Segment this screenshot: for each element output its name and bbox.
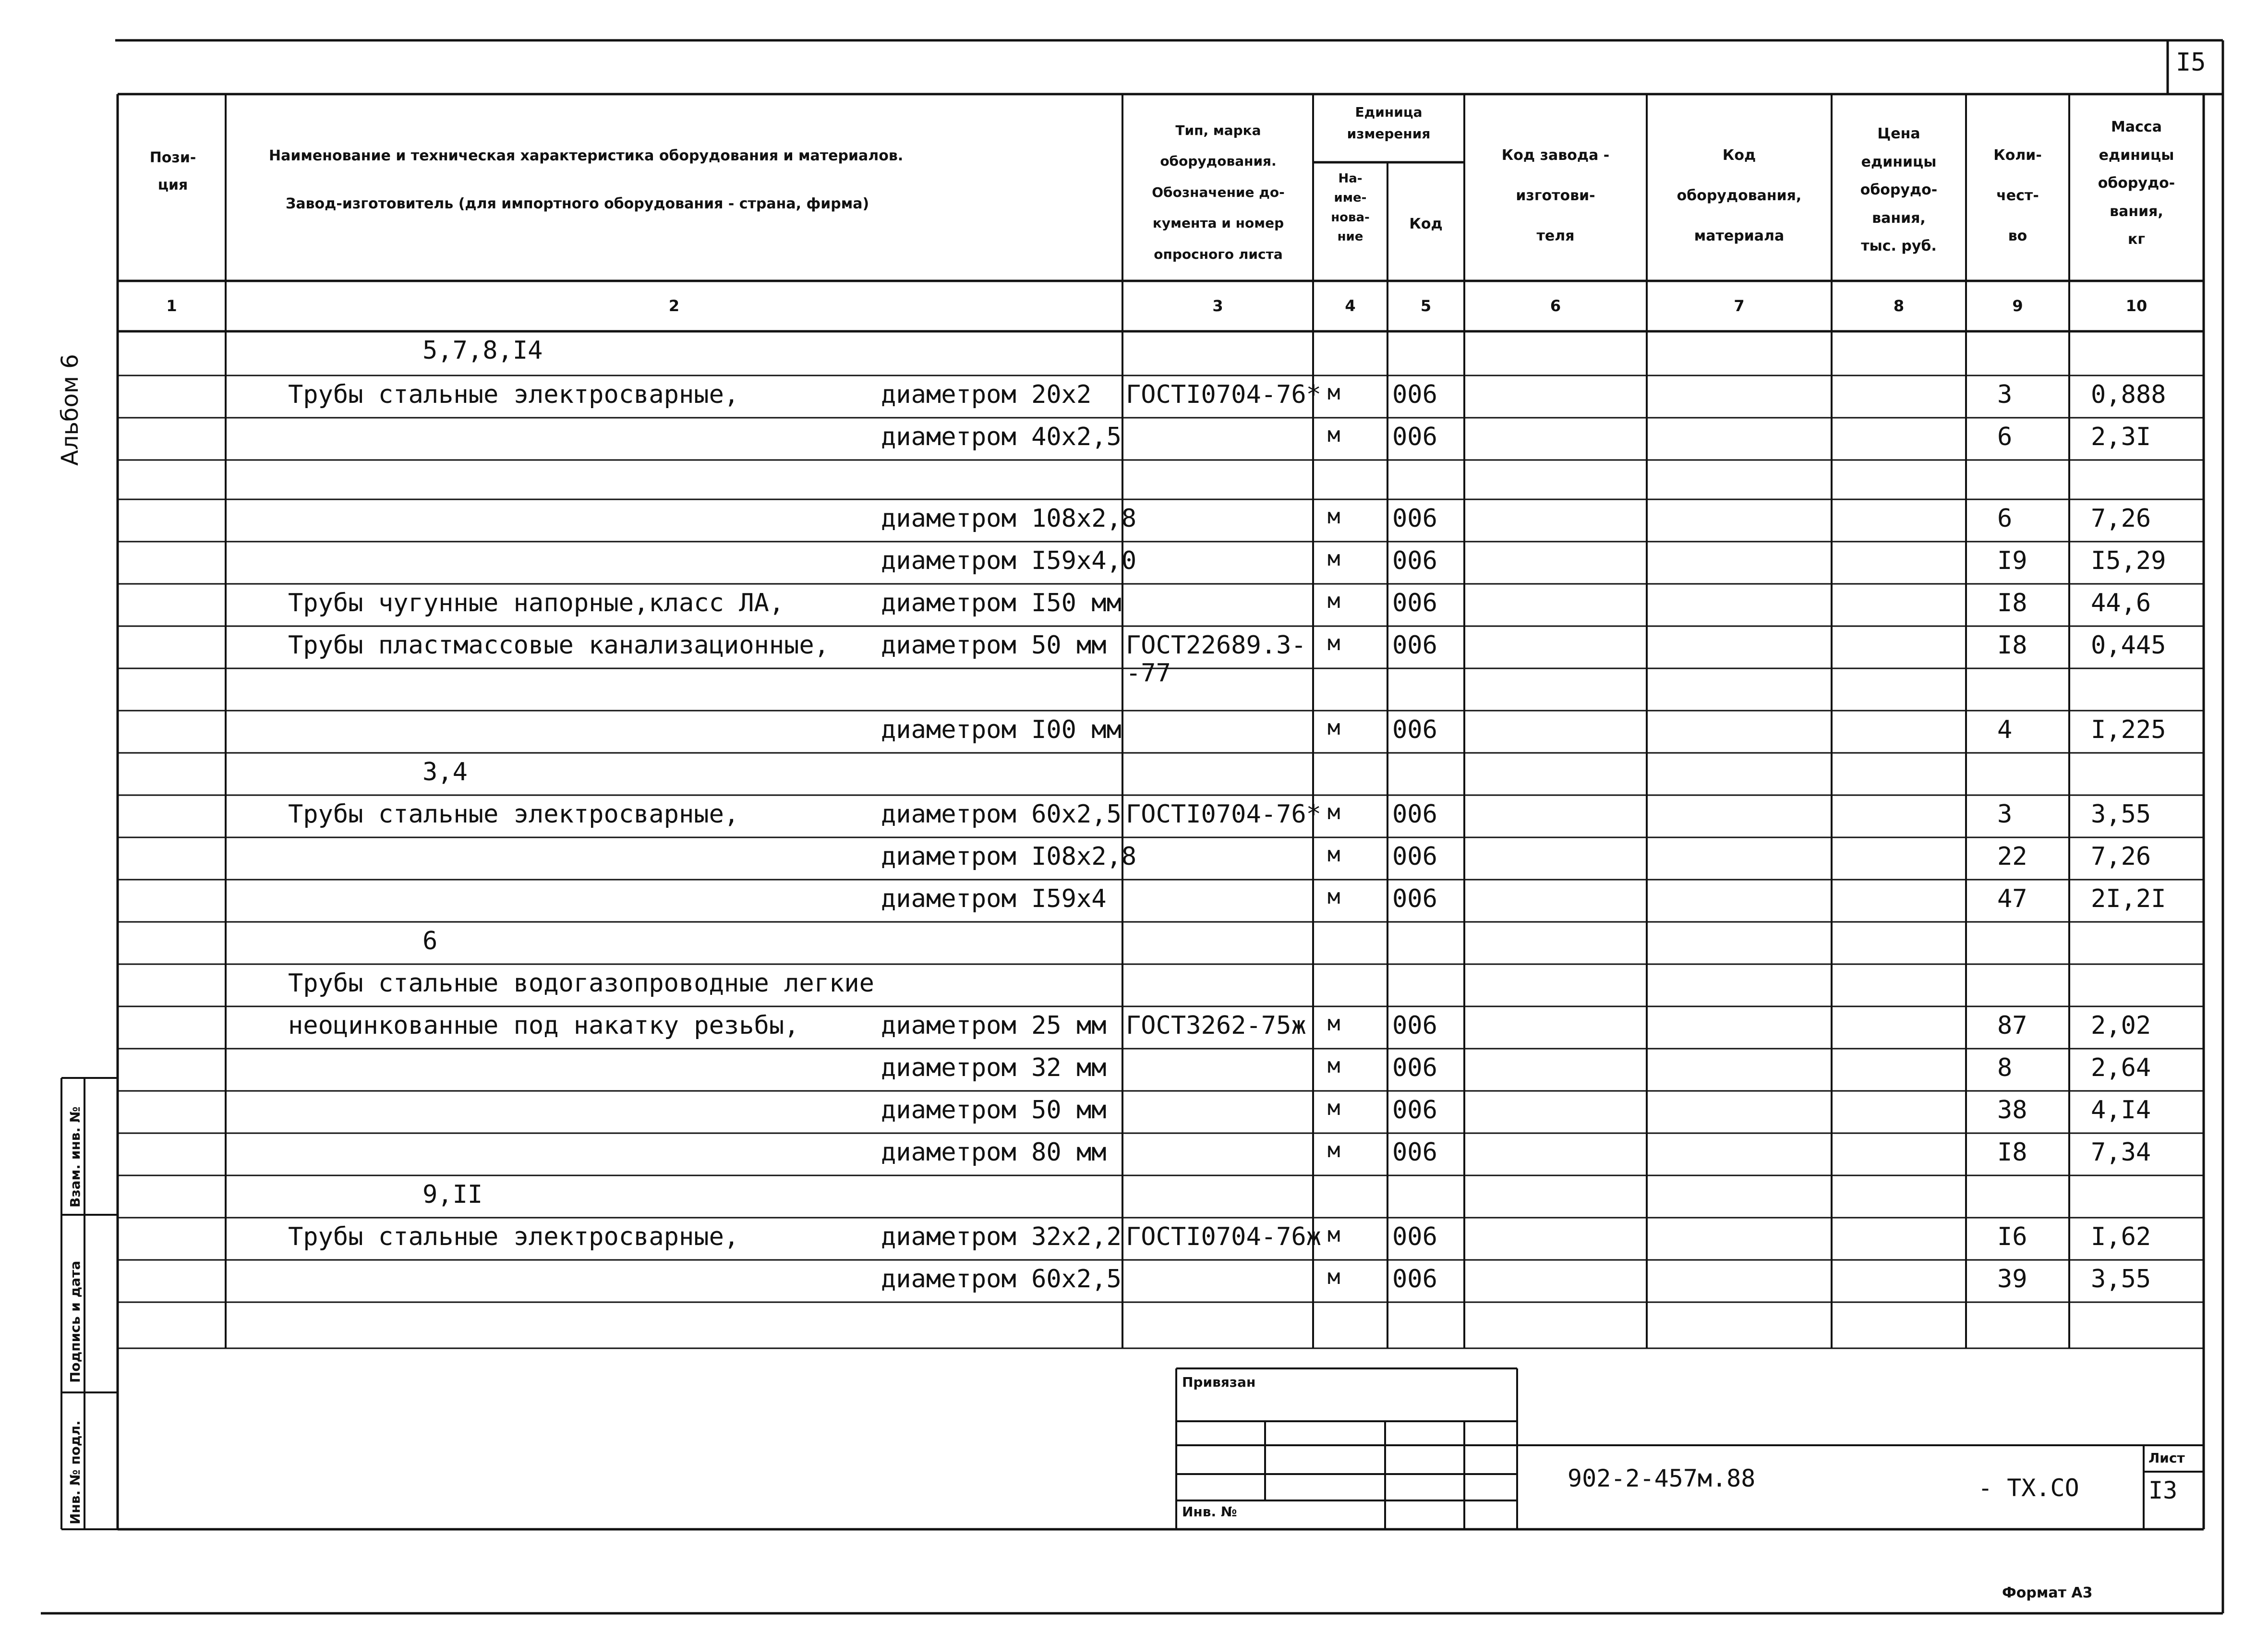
item-mass: 2I,2I [2091,884,2166,913]
item-mass: 3,55 [2091,800,2151,829]
item-code: 006 [1392,842,1437,871]
item-qty: 38 [1997,1096,2027,1125]
item-qty: 3 [1997,800,2013,829]
item-qty: I8 [1997,589,2027,617]
col-num-2: 2 [668,297,680,315]
header-col1: Пози- ция [149,149,196,194]
doc-suffix: - ТХ.СО [1978,1474,2079,1502]
item-code: 006 [1392,380,1437,409]
item-code: 006 [1392,589,1437,617]
list-number: I3 [2148,1476,2178,1504]
item-doc: ГОСТ22689.3- [1126,631,1306,660]
item-doc: ГОСТI0704-76ж [1126,1222,1321,1251]
sheet-number-top: I5 [2176,48,2206,77]
item-code: 006 [1392,884,1437,913]
item-size: диаметром 108х2,8 [881,504,1137,533]
item-unit: м [1327,1053,1340,1078]
item-name: неоцинкованные под накатку резьбы, [288,1011,799,1040]
title-block-grid [1176,1368,2204,1529]
item-size: диаметром I08х2,8 [881,842,1137,871]
item-qty: I6 [1997,1222,2027,1251]
item-qty: 3 [1997,380,2013,409]
item-doc: -77 [1126,659,1171,688]
item-unit: м [1327,380,1340,405]
item-qty: 4 [1997,715,2013,744]
item-size: диаметром 40х2,5 [881,423,1122,451]
item-qty: I9 [1997,546,2027,575]
title-inv-no: Инв. № [1182,1504,1237,1520]
item-qty: 47 [1997,884,2027,913]
col-num-3: 3 [1212,297,1223,315]
item-qty: 6 [1997,504,2013,533]
item-unit: м [1327,589,1340,613]
item-unit: м [1327,631,1340,655]
item-unit: м [1327,1265,1340,1289]
item-size: диаметром 32 мм [881,1053,1107,1082]
header-col2-line2: Завод-изготовитель (для импортного оборудования - страна, фирма) [286,195,869,212]
item-mass: I,62 [2091,1222,2151,1251]
item-size: диаметром 25 мм [881,1011,1107,1040]
format-label: Формат А3 [2002,1585,2093,1601]
item-qty: I8 [1997,631,2027,660]
group-label: 3,4 [422,758,468,786]
item-code: 006 [1392,546,1437,575]
item-name: Трубы стальные электросварные, [288,380,739,409]
item-name: Трубы стальные водогазопроводные легкие [288,969,874,998]
item-size: диаметром 20х2 [881,380,1092,409]
list-label: Лист [2148,1450,2185,1466]
col-num-8: 8 [1893,297,1905,315]
col-num-10: 10 [2125,297,2147,315]
group-label: 5,7,8,I4 [422,336,543,365]
item-size: диаметром 60х2,5 [881,1265,1122,1294]
header-col3: Тип, марка оборудования. Обозначение до- кумента и номер опросного листа [1152,122,1285,262]
item-mass: 7,34 [2091,1138,2151,1167]
item-size: диаметром I59х4 [881,884,1107,913]
item-size: диаметром I59х4,0 [881,546,1137,575]
item-mass: 2,64 [2091,1053,2151,1082]
item-qty: 22 [1997,842,2027,871]
item-mass: 2,02 [2091,1011,2151,1040]
item-mass: 2,3I [2091,423,2151,451]
item-size: диаметром 80 мм [881,1138,1107,1167]
item-unit: м [1327,715,1340,740]
header-col7: Код оборудования, материала [1677,147,1802,244]
col-num-9: 9 [2012,297,2023,315]
stamp-podpis: Подпись и дата [67,1260,83,1383]
item-code: 006 [1392,800,1437,829]
item-code: 006 [1392,1265,1437,1294]
item-code: 006 [1392,631,1437,660]
item-mass: I5,29 [2091,546,2166,575]
item-mass: 7,26 [2091,504,2151,533]
item-unit: м [1327,546,1340,571]
item-qty: 39 [1997,1265,2027,1294]
item-doc: ГОСТI0704-76* [1126,800,1321,829]
item-unit: м [1327,1222,1340,1247]
item-unit: м [1327,1011,1340,1036]
item-mass: 4,I4 [2091,1096,2151,1125]
header-col2-line1: Наименование и техническая характеристика оборудования и материалов. [269,147,904,164]
item-qty: I8 [1997,1138,2027,1167]
col-num-6: 6 [1550,297,1561,315]
column-lines [226,94,2069,1348]
item-mass: 3,55 [2091,1265,2151,1294]
item-code: 006 [1392,1096,1437,1125]
group-label: 9,II [422,1180,483,1209]
item-size: диаметром I50 мм [881,589,1122,617]
item-mass: 0,445 [2091,631,2166,660]
header-col6: Код завода - изготови- теля [1501,147,1610,244]
item-code: 006 [1392,504,1437,533]
item-name: Трубы пластмассовые канализационные, [288,631,830,660]
item-qty: 6 [1997,423,2013,451]
item-unit: м [1327,423,1340,447]
item-size: диаметром 60х2,5 [881,800,1122,829]
item-mass: 44,6 [2091,589,2151,617]
group-label: 6 [422,927,438,956]
doc-code: 902-2-457м.88 [1568,1464,1756,1492]
header-col9: Коли- чест- во [1993,147,2042,244]
item-name: Трубы стальные электросварные, [288,1222,739,1251]
item-mass: 7,26 [2091,842,2151,871]
stamp-vzam: Взам. инв. № [67,1106,83,1208]
col-num-7: 7 [1734,297,1745,315]
item-unit: м [1327,884,1340,909]
item-size: диаметром I00 мм [881,715,1122,744]
item-size: диаметром 50 мм [881,1096,1107,1125]
item-doc: ГОСТ3262-75ж [1126,1011,1306,1040]
album-label: Альбом 6 [57,354,84,466]
item-size: диаметром 32х2,2 [881,1222,1122,1251]
col-num-1: 1 [166,297,177,315]
item-qty: 8 [1997,1053,2013,1082]
item-size: диаметром 50 мм [881,631,1107,660]
header-unit-group: Единица измерения [1347,104,1431,142]
item-name: Трубы чугунные напорные,класс ЛА, [288,589,784,617]
item-code: 006 [1392,1222,1437,1251]
item-unit: м [1327,800,1340,824]
item-code: 006 [1392,715,1437,744]
item-mass: I,225 [2091,715,2166,744]
item-doc: ГОСТI0704-76* [1126,380,1321,409]
header-col5: Код [1409,216,1443,232]
item-unit: м [1327,1138,1340,1162]
item-unit: м [1327,1096,1340,1120]
item-code: 006 [1392,1053,1437,1082]
col-num-5: 5 [1420,297,1432,315]
header-col10: Масса единицы оборудо- вания, кг [2098,119,2175,248]
title-privyazan: Привязан [1182,1374,1256,1390]
header-col4: На- име- нова- ние [1331,171,1370,244]
item-qty: 87 [1997,1011,2027,1040]
stamp-inv-podl: Инв. № подл. [67,1420,83,1524]
item-unit: м [1327,504,1340,529]
item-code: 006 [1392,1011,1437,1040]
col-num-4: 4 [1345,297,1356,315]
item-name: Трубы стальные электросварные, [288,800,739,829]
item-unit: м [1327,842,1340,867]
item-code: 006 [1392,1138,1437,1167]
item-mass: 0,888 [2091,380,2166,409]
header-col8: Цена единицы оборудо- вания, тыс. руб. [1860,125,1938,254]
item-code: 006 [1392,423,1437,451]
